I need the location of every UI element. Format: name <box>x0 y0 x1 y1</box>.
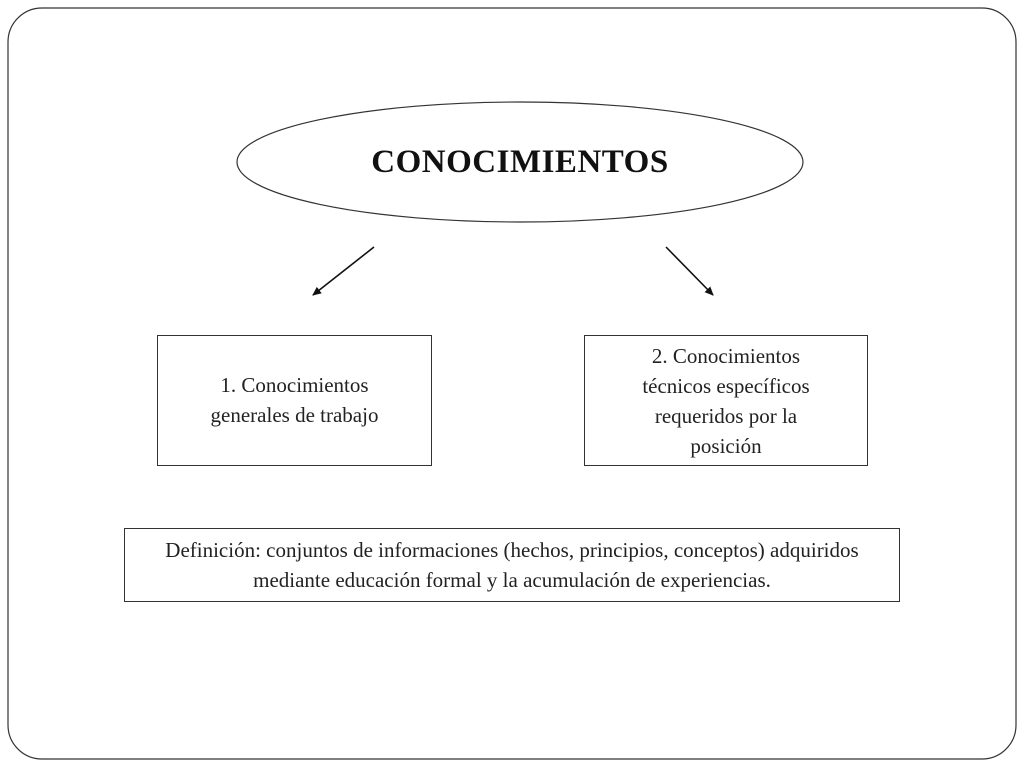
node-label: 2. Conocimientos técnicos específicos requeridos por la posición <box>642 343 810 458</box>
node-conocimientos-tecnicos <box>584 335 868 466</box>
diagram-title: CONOCIMIENTOS <box>371 143 669 180</box>
definition-text: Definición: conjuntos de informaciones (hechos, principios, conceptos) adquiridos mediante educación formal y la acumulación de experiencias. <box>165 538 859 592</box>
definition-box <box>124 528 900 602</box>
arrow-to-tecnicos <box>666 247 713 295</box>
node-conocimientos-generales <box>157 335 432 466</box>
arrow-to-general <box>313 247 374 295</box>
node-label: 1. Conocimientos generales de trabajo <box>210 372 379 427</box>
